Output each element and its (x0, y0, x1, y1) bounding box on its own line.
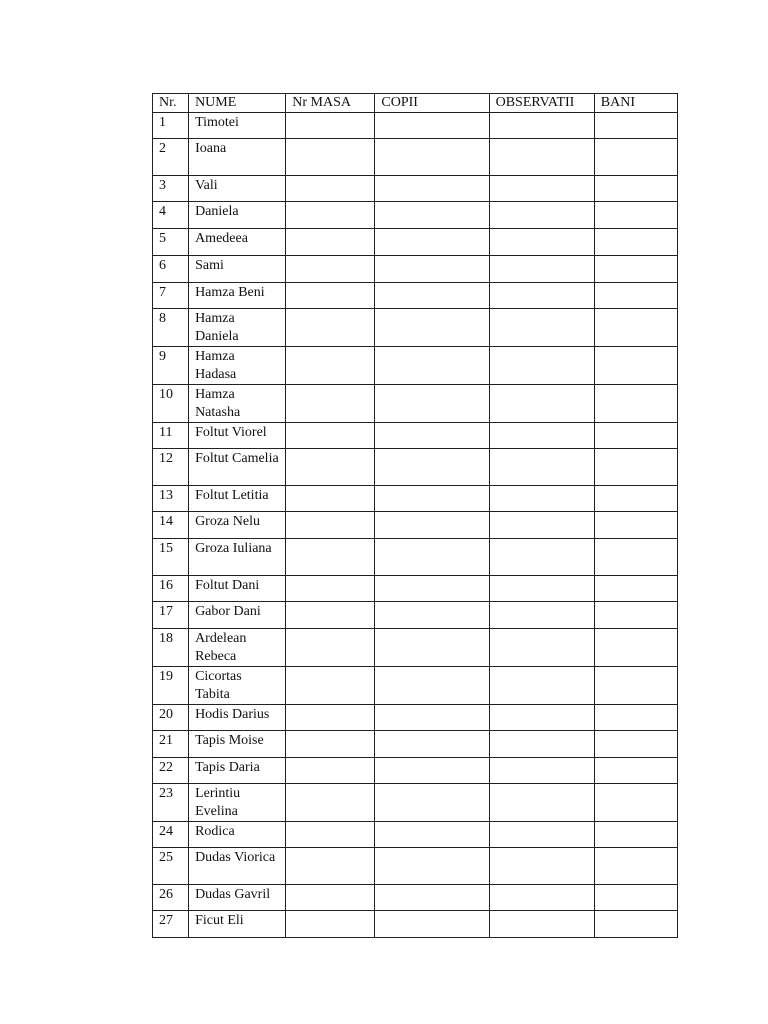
cell-nume: Hamza Natasha (189, 385, 286, 423)
table-header (153, 94, 678, 113)
cell-nume: Groza Nelu (189, 512, 286, 539)
cell-copii (375, 256, 489, 283)
cell-observatii (489, 113, 594, 139)
cell-observatii (489, 256, 594, 283)
cell-nr: 16 (153, 576, 189, 602)
header-observatii: OBSERVATII (489, 94, 594, 113)
table-row (153, 885, 678, 911)
cell-copii (375, 229, 489, 256)
cell-nume: Tapis Daria (189, 758, 286, 784)
cell-bani (594, 822, 677, 848)
cell-copii (375, 667, 489, 705)
cell-observatii (489, 731, 594, 758)
cell-nr-masa (286, 629, 375, 667)
cell-nume: Foltut Letitia (189, 486, 286, 512)
cell-bani (594, 731, 677, 758)
cell-observatii (489, 139, 594, 176)
guest-table (152, 93, 678, 938)
cell-observatii (489, 449, 594, 486)
cell-bani (594, 602, 677, 629)
header-copii: COPII (375, 94, 489, 113)
table-row (153, 784, 678, 822)
table-row (153, 848, 678, 885)
cell-nr-masa (286, 758, 375, 784)
cell-observatii (489, 539, 594, 576)
cell-nume: Foltut Viorel (189, 423, 286, 449)
cell-nr-masa (286, 283, 375, 309)
cell-nr: 12 (153, 449, 189, 486)
cell-copii (375, 486, 489, 512)
cell-nr: 27 (153, 911, 189, 938)
cell-bani (594, 705, 677, 731)
cell-copii (375, 848, 489, 885)
cell-bani (594, 309, 677, 347)
cell-nume: Hamza Beni (189, 283, 286, 309)
cell-nr-masa (286, 602, 375, 629)
cell-copii (375, 822, 489, 848)
cell-nr-masa (286, 911, 375, 938)
table-row (153, 911, 678, 938)
cell-copii (375, 309, 489, 347)
cell-nr: 18 (153, 629, 189, 667)
cell-nr: 22 (153, 758, 189, 784)
cell-copii (375, 512, 489, 539)
table-row (153, 176, 678, 202)
cell-nr: 17 (153, 602, 189, 629)
cell-nr-masa (286, 256, 375, 283)
cell-copii (375, 385, 489, 423)
table-row (153, 309, 678, 347)
cell-nr-masa (286, 667, 375, 705)
cell-bani (594, 885, 677, 911)
cell-nr-masa (286, 449, 375, 486)
cell-nr: 7 (153, 283, 189, 309)
header-row (153, 94, 678, 113)
cell-nume: Foltut Camelia (189, 449, 286, 486)
cell-bani (594, 139, 677, 176)
cell-observatii (489, 512, 594, 539)
cell-bani (594, 667, 677, 705)
cell-bani (594, 449, 677, 486)
cell-observatii (489, 705, 594, 731)
table-row (153, 347, 678, 385)
cell-observatii (489, 822, 594, 848)
cell-nr: 6 (153, 256, 189, 283)
cell-nume: Daniela (189, 202, 286, 229)
cell-copii (375, 731, 489, 758)
cell-nr-masa (286, 385, 375, 423)
header-nr-masa: Nr MASA (286, 94, 375, 113)
cell-bani (594, 486, 677, 512)
cell-nr-masa (286, 486, 375, 512)
cell-nume: Vali (189, 176, 286, 202)
table-row (153, 202, 678, 229)
cell-copii (375, 911, 489, 938)
cell-nr-masa (286, 309, 375, 347)
table-row (153, 667, 678, 705)
cell-nr: 8 (153, 309, 189, 347)
cell-copii (375, 576, 489, 602)
cell-observatii (489, 486, 594, 512)
cell-bani (594, 283, 677, 309)
cell-nr-masa (286, 539, 375, 576)
cell-nr: 3 (153, 176, 189, 202)
cell-nume: Sami (189, 256, 286, 283)
cell-nume: Tapis Moise (189, 731, 286, 758)
cell-copii (375, 629, 489, 667)
cell-observatii (489, 629, 594, 667)
cell-bani (594, 629, 677, 667)
cell-bani (594, 176, 677, 202)
cell-observatii (489, 385, 594, 423)
table-row (153, 629, 678, 667)
cell-nume: Lerintiu Evelina (189, 784, 286, 822)
cell-nr-masa (286, 512, 375, 539)
cell-observatii (489, 423, 594, 449)
cell-nume: Foltut Dani (189, 576, 286, 602)
cell-bani (594, 512, 677, 539)
cell-bani (594, 911, 677, 938)
cell-bani (594, 539, 677, 576)
cell-bani (594, 229, 677, 256)
cell-nr-masa (286, 202, 375, 229)
cell-nr: 14 (153, 512, 189, 539)
cell-nr: 26 (153, 885, 189, 911)
cell-nr-masa (286, 848, 375, 885)
cell-bani (594, 576, 677, 602)
cell-nr: 1 (153, 113, 189, 139)
cell-copii (375, 705, 489, 731)
table-row (153, 539, 678, 576)
header-nume: NUME (189, 94, 286, 113)
cell-nume: Rodica (189, 822, 286, 848)
cell-nr-masa (286, 176, 375, 202)
cell-nume: Gabor Dani (189, 602, 286, 629)
cell-nr: 23 (153, 784, 189, 822)
cell-observatii (489, 911, 594, 938)
cell-observatii (489, 758, 594, 784)
cell-nr: 25 (153, 848, 189, 885)
table-row (153, 256, 678, 283)
cell-nr: 10 (153, 385, 189, 423)
cell-nr: 19 (153, 667, 189, 705)
cell-observatii (489, 229, 594, 256)
cell-copii (375, 602, 489, 629)
cell-observatii (489, 885, 594, 911)
cell-copii (375, 202, 489, 229)
cell-nr-masa (286, 784, 375, 822)
cell-bani (594, 848, 677, 885)
cell-copii (375, 885, 489, 911)
cell-copii (375, 449, 489, 486)
cell-bani (594, 423, 677, 449)
cell-nr-masa (286, 113, 375, 139)
cell-observatii (489, 784, 594, 822)
table-row (153, 486, 678, 512)
header-bani: BANI (594, 94, 677, 113)
cell-observatii (489, 576, 594, 602)
cell-nr: 5 (153, 229, 189, 256)
table-body (153, 113, 678, 938)
cell-bani (594, 347, 677, 385)
cell-nume: Timotei (189, 113, 286, 139)
cell-nr: 24 (153, 822, 189, 848)
cell-nume: Cicortas Tabita (189, 667, 286, 705)
cell-nume: Ficut Eli (189, 911, 286, 938)
cell-nume: Hamza Daniela (189, 309, 286, 347)
cell-bani (594, 385, 677, 423)
cell-nr: 13 (153, 486, 189, 512)
cell-copii (375, 758, 489, 784)
cell-copii (375, 283, 489, 309)
cell-nr-masa (286, 705, 375, 731)
cell-nume: Ardelean Rebeca (189, 629, 286, 667)
cell-nr-masa (286, 576, 375, 602)
cell-copii (375, 113, 489, 139)
cell-observatii (489, 667, 594, 705)
cell-nume: Dudas Gavril (189, 885, 286, 911)
cell-nr: 15 (153, 539, 189, 576)
table-row (153, 423, 678, 449)
cell-copii (375, 784, 489, 822)
table-row (153, 758, 678, 784)
table-row (153, 512, 678, 539)
cell-nume: Groza Iuliana (189, 539, 286, 576)
table-row (153, 283, 678, 309)
table-row (153, 576, 678, 602)
cell-observatii (489, 176, 594, 202)
cell-nume: Ioana (189, 139, 286, 176)
table-row (153, 385, 678, 423)
table-row (153, 139, 678, 176)
table-row (153, 705, 678, 731)
cell-copii (375, 176, 489, 202)
cell-nr: 21 (153, 731, 189, 758)
table-row (153, 602, 678, 629)
header-nr: Nr. (153, 94, 189, 113)
cell-nr: 11 (153, 423, 189, 449)
cell-nr: 4 (153, 202, 189, 229)
cell-nume: Dudas Viorica (189, 848, 286, 885)
cell-nr-masa (286, 822, 375, 848)
table-row (153, 113, 678, 139)
cell-observatii (489, 848, 594, 885)
cell-bani (594, 758, 677, 784)
cell-copii (375, 423, 489, 449)
cell-copii (375, 139, 489, 176)
cell-observatii (489, 309, 594, 347)
cell-nr-masa (286, 229, 375, 256)
cell-nume: Amedeea (189, 229, 286, 256)
cell-nr-masa (286, 423, 375, 449)
cell-bani (594, 784, 677, 822)
cell-nr: 2 (153, 139, 189, 176)
table-row (153, 822, 678, 848)
cell-bani (594, 113, 677, 139)
cell-nr-masa (286, 885, 375, 911)
cell-nr: 9 (153, 347, 189, 385)
cell-nr: 20 (153, 705, 189, 731)
cell-observatii (489, 283, 594, 309)
table-row (153, 229, 678, 256)
cell-observatii (489, 602, 594, 629)
cell-bani (594, 202, 677, 229)
cell-copii (375, 539, 489, 576)
cell-nr-masa (286, 731, 375, 758)
cell-bani (594, 256, 677, 283)
cell-observatii (489, 202, 594, 229)
cell-nume: Hamza Hadasa (189, 347, 286, 385)
cell-nr-masa (286, 347, 375, 385)
cell-nr-masa (286, 139, 375, 176)
cell-copii (375, 347, 489, 385)
table-row (153, 449, 678, 486)
cell-observatii (489, 347, 594, 385)
table-row (153, 731, 678, 758)
cell-nume: Hodis Darius (189, 705, 286, 731)
